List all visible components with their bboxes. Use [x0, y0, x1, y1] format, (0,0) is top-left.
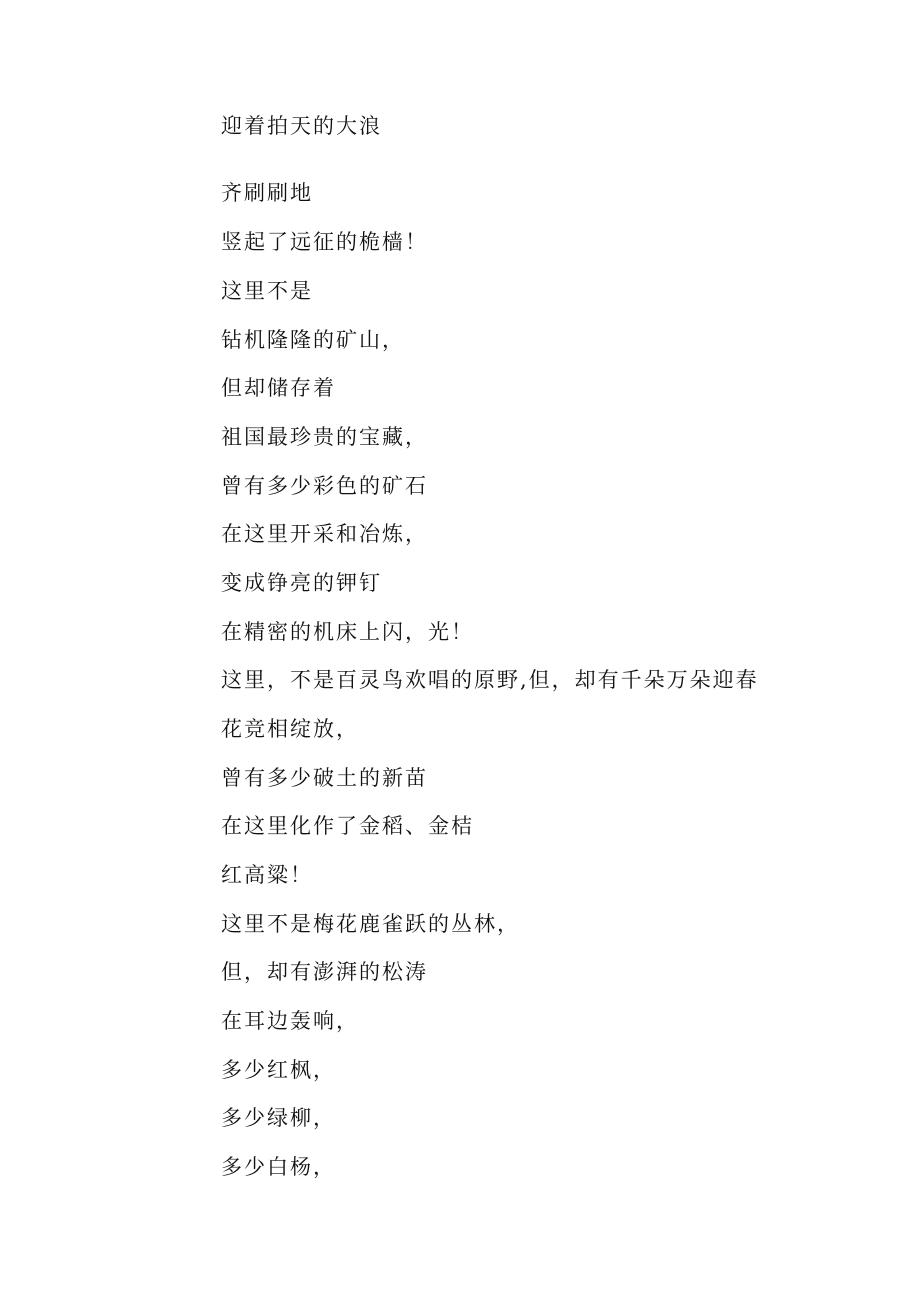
poem-line-6: 但却储存着 [221, 376, 336, 400]
poem-line-20: 多少红枫， [221, 1058, 336, 1082]
poem-line-12: 这里，不是百灵鸟欢唱的原野,但，却有千朵万朵迎春 [221, 668, 759, 692]
poem-line-14: 曾有多少破土的新苗 [221, 766, 428, 790]
poem-line-22: 多少白杨， [221, 1155, 336, 1179]
poem-line-10: 变成铮亮的钾钉 [221, 571, 382, 595]
poem-line-4: 这里不是 [221, 279, 313, 303]
poem-line-15: 在这里化作了金稻、金桔 [221, 814, 474, 838]
poem-line-3: 竖起了远征的桅樯！ [221, 230, 428, 254]
poem-line-13: 花竞相绽放， [221, 717, 359, 741]
poem-line-18: 但，却有澎湃的松涛 [221, 960, 428, 984]
poem-line-16: 红高粱！ [221, 863, 313, 887]
poem-line-11: 在精密的机床上闪，光！ [221, 620, 474, 644]
poem-line-21: 多少绿柳， [221, 1106, 336, 1130]
poem-line-1: 迎着拍天的大浪 [221, 114, 382, 138]
poem-line-19: 在耳边轰响， [221, 1009, 359, 1033]
poem-line-2: 齐刷刷地 [221, 181, 313, 205]
poem-line-8: 曾有多少彩色的矿石 [221, 474, 428, 498]
poem-line-9: 在这里开采和冶炼， [221, 522, 428, 546]
poem-line-17: 这里不是梅花鹿雀跃的丛林， [221, 912, 520, 936]
poem-line-7: 祖国最珍贵的宝藏， [221, 425, 428, 449]
poem-line-5: 钻机隆隆的矿山， [221, 328, 405, 352]
